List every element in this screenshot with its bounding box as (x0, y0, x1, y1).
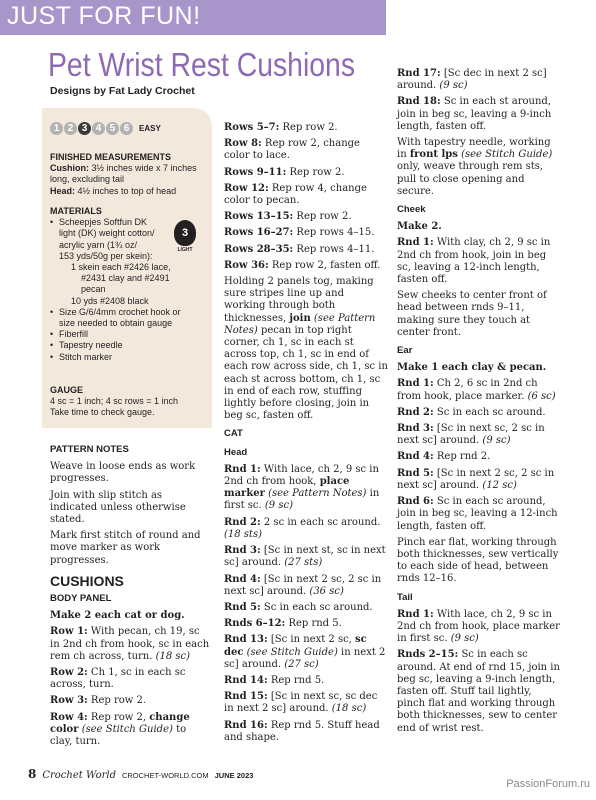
hook-item: • Size G/6/4mm crochet hook or size needed to obtain gauge (50, 307, 210, 329)
finished-measurements (50, 152, 210, 197)
cheek-make: Make 2. (397, 221, 442, 233)
section-banner (0, 0, 386, 35)
rnd-2: Rnd 2: 2 sc in each sc around. (18 sts) (224, 516, 381, 540)
row-4: Row 4: Rep row 2, change color (see Stitch Guide) to clay, turn. (50, 711, 190, 748)
cheek-sew: Sew cheeks to center front of head between rnds 9–11, making sure they touch at center front. (397, 290, 547, 338)
head-heading: Head (224, 446, 248, 458)
make-instruction: Make 2 each cat or dog. (50, 610, 185, 622)
page-footer (28, 767, 253, 781)
head-measure: Head: 4½ inches to top of head (50, 185, 177, 196)
ear-heading: Ear (397, 345, 413, 357)
skill-dot-active: 3 (78, 122, 91, 135)
banner-text: JUST FOR FUN! (7, 2, 201, 30)
skill-level-label: EASY (139, 124, 161, 133)
row-36: Row 36: Rep row 2, fasten off. (224, 259, 381, 271)
rows-13-15: Rows 13–15: Rep row 2. (224, 211, 352, 223)
column-left (50, 438, 210, 752)
skill-level-indicator (50, 122, 161, 135)
column-middle (224, 122, 388, 748)
ear-rnd-1: Rnd 1: Ch 2, 6 sc in 2nd ch from hook, place marker. (6 sc) (397, 378, 556, 402)
ear-rnd-3: Rnd 3: [Sc in next sc, 2 sc in next sc] around. (9 sc) (397, 423, 545, 447)
assembly-instruction: Holding 2 panels tog, making sure stripes line up and working through both thicknesses, join (see Pattern Notes) pecan in top right corner, ch 1, sc in each st across top, ch 1, sc in end of each row across side, ch 1, sc in each st across bottom, ch 1, sc in end of each row, stuffing lightly before closing, join in beg sc, fasten off. (224, 276, 388, 422)
rnd-13: Rnd 13: [Sc in next 2 sc, sc dec (see Stitch Guide) in next 2 sc] around. (27 sc) (224, 634, 386, 670)
note: Join with slip stitch as indicated unless otherwise stated. (50, 489, 186, 526)
pattern-notes-heading: PATTERN NOTES (50, 444, 129, 455)
rows-28-35: Rows 28–35: Rep rows 4–11. (224, 243, 375, 255)
ear-rnd-2: Rnd 2: Sc in each sc around. (397, 406, 546, 418)
material-item: • Tapestry needle (50, 340, 210, 351)
rows-9-11: Rows 9–11: Rep row 2. (224, 166, 345, 178)
body-panel-heading: BODY PANEL (50, 593, 112, 605)
cheek-rnd-1: Rnd 1: With clay, ch 2, 9 sc in 2nd ch from hook, join in beg sc, leaving a 12-inch length, fasten off. (397, 237, 551, 286)
material-item: • Stitch marker (50, 352, 210, 363)
skill-dot: 5 (106, 122, 119, 135)
tail-rnd-1: Rnd 1: With lace, ch 2, 9 sc in 2nd ch from hook, place marker in first sc. (9 sc) (397, 608, 560, 645)
yarn-weight-label: LIGHT (177, 247, 193, 253)
ear-pinch: Pinch ear flat, working through both thicknesses, sew vertically to each side of head, between rnds 12–16. (397, 536, 559, 585)
cat-heading: CAT (224, 428, 243, 440)
column-right (397, 68, 562, 739)
skill-dot: 2 (64, 122, 77, 135)
skill-dot: 6 (120, 122, 133, 135)
rnd-16: Rnd 16: Rep rnd 5. Stuff head and shape. (224, 719, 380, 743)
rnd-18: Rnd 18: Sc in each st around, join in beg sc, leaving a 9-inch length, fasten off. (397, 96, 552, 132)
issue-date: JUNE 2023 (214, 771, 254, 780)
row-1: Row 1: With pecan, ch 19, sc in 2nd ch from hook, sc in each rem ch across, turn. (18 sc) (50, 626, 210, 662)
yarn-weight-icon: 3 (174, 220, 196, 246)
ear-rnd-4: Rnd 4: Rep rnd 2. (397, 451, 491, 463)
row-12: Row 12: Rep row 4, change color to pecan. (224, 182, 367, 207)
ear-rnd-6: Rnd 6: Sc in each sc around, join in beg sc, leaving a 12-inch length, fasten off. (397, 496, 558, 532)
row-2: Row 2: Ch 1, sc in each sc across, turn. (50, 667, 186, 691)
skill-dot: 1 (50, 122, 63, 135)
note: Weave in loose ends as work progresses. (50, 461, 196, 485)
watermark: PassionForum.ru (506, 778, 590, 790)
skill-dot: 4 (92, 122, 105, 135)
magazine-name: Crochet World (42, 770, 116, 781)
ear-rnd-5: Rnd 5: [Sc in next 2 sc, 2 sc in next sc] around. (12 sc) (397, 467, 555, 491)
row-3: Row 3: Rep row 2. (50, 695, 147, 707)
cushion-measure: Cushion: 3½ inches wide x 7 inches long, excluding tail (50, 163, 197, 185)
rnd-14: Rnd 14: Rep rnd 5. (224, 674, 325, 686)
finished-heading: FINISHED MEASUREMENTS (50, 152, 172, 162)
page-title: Pet Wrist Rest Cushions (48, 46, 356, 83)
rows-16-27: Rows 16–27: Rep rows 4–15. (224, 227, 375, 239)
rnd-15: Rnd 15: [Sc in next sc, sc dec in next 2 sc] around. (18 sc) (224, 691, 378, 715)
tail-heading: Tail (397, 591, 413, 603)
note: Mark first stitch of round and move marker as work progresses. (50, 530, 201, 566)
materials-heading: MATERIALS (50, 206, 102, 216)
rows-5-7: Rows 5–7: Rep row 2. (224, 122, 338, 133)
website: CROCHET-WORLD.COM (121, 771, 209, 780)
row-8: Row 8: Rep row 2, change color to lace. (224, 138, 360, 162)
rnd-1: Rnd 1: With lace, ch 2, 9 sc in 2nd ch from hook, place marker (see Pattern Notes) in first sc. (9 sc) (224, 463, 380, 512)
rnds-6-12: Rnds 6–12: Rep rnd 5. (224, 618, 342, 630)
cheek-heading: Cheek (397, 204, 426, 216)
designer-credit: Designs by Fat Lady Crochet (50, 85, 195, 97)
gauge: GAUGE 4 sc = 1 inch; 4 sc rows = 1 inch Take time to check gauge. (50, 385, 210, 419)
tail-rnds-2-15: Rnds 2–15: Sc in each sc around. At end of rnd 15, join in beg sc, leaving a 9-inch length, fasten off. Stuff tail lightly, pinch flat and working through both thicknesses, sew to center end of wrist rest. (397, 649, 560, 734)
yarn-item: • Scheepjes Softfun DK light (DK) weight cotton/ acrylic yarn (1¾ oz/ 153 yds/50g per skein): 1 skein each #2426 lace, #2431 clay and #2491 pecan 10 yds #2408 black (50, 217, 210, 307)
rnd-17: Rnd 17: [Sc dec in next 2 sc] around. (9 sc) (397, 68, 547, 92)
tapestry-instruction: With tapestry needle, working in front lps (see Stitch Guide) only, weave through rem sts, pull to close opening and secure. (397, 137, 553, 197)
rnd-4: Rnd 4: [Sc in next 2 sc, 2 sc in next sc] around. (36 sc) (224, 573, 382, 597)
ear-make: Make 1 each clay & pecan. (397, 362, 547, 374)
cushions-heading: CUSHIONS (50, 572, 124, 589)
gauge-heading: GAUGE (50, 385, 84, 395)
rnd-3: Rnd 3: [Sc in next st, sc in next sc] around. (27 sts) (224, 545, 386, 569)
rnd-5: Rnd 5: Sc in each sc around. (224, 601, 373, 613)
material-item: • Fiberfill (50, 329, 210, 340)
page-number: 8 (28, 767, 37, 781)
